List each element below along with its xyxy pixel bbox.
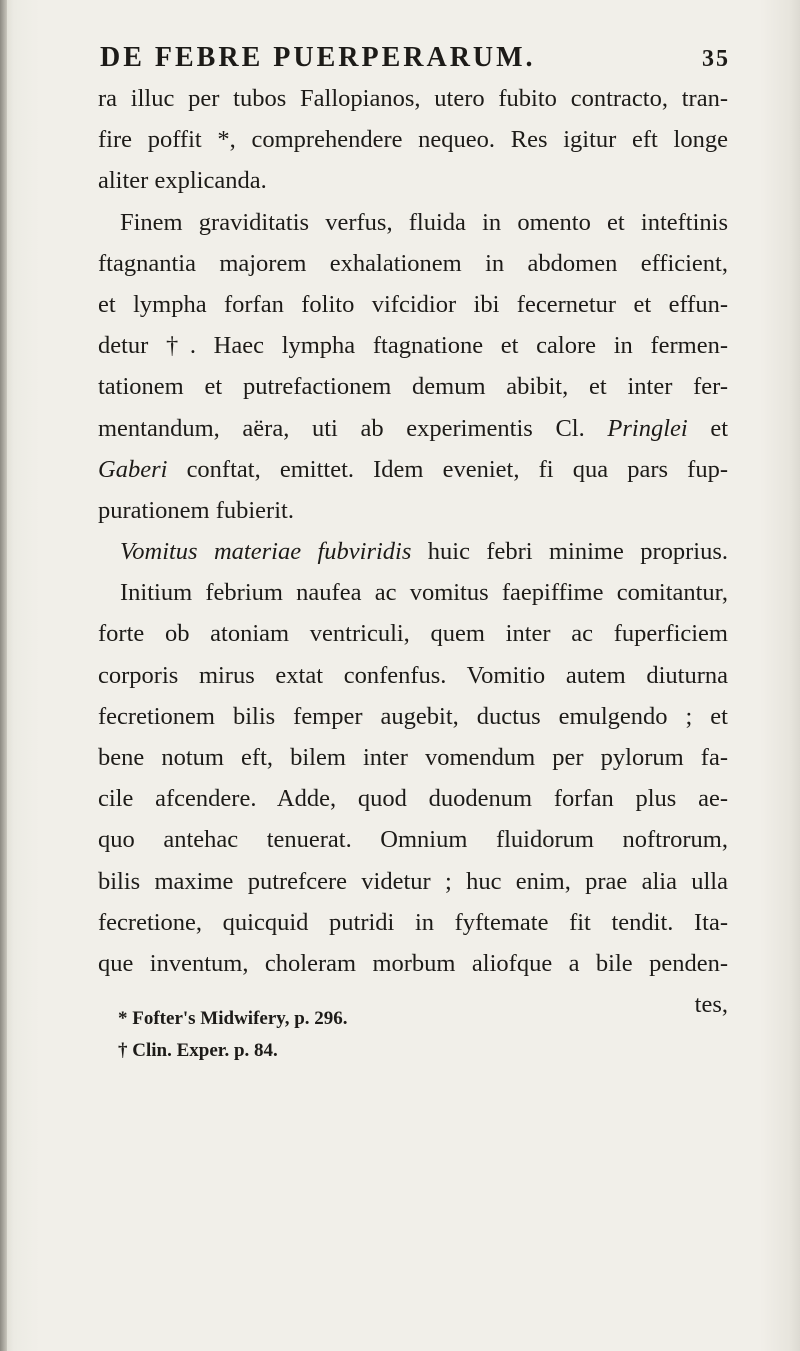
text-line: detur †. Haec lympha ftagnatione et calore in fermen- — [98, 332, 728, 360]
text-line: Initium febrium naufea ac vomitus faepiffime comitantur, — [120, 579, 728, 607]
italic-name-pringlei: Pringlei — [607, 414, 688, 442]
text-line: ftagnantia majorem exhalationem in abdomen efficient, — [98, 249, 728, 277]
text-line-composite — [98, 531, 728, 572]
text-line-composite — [98, 408, 728, 449]
text-line: tationem et putrefactionem demum abibit, et inter fer- — [98, 373, 728, 401]
text-line: fecretione, quicquid putridi in fyftemate fit tendit. Ita- — [98, 908, 728, 936]
footnote-1: * Fofter's Midwifery, p. 296. — [118, 1008, 348, 1029]
text-segment: mentandum, aëra, uti ab experimentis Cl. — [98, 414, 585, 442]
text-line: aliter explicanda. — [98, 167, 267, 195]
footnote-2: † Clin. Exper. p. 84. — [118, 1040, 278, 1061]
text-line: fire poffit *, comprehendere nequeo. Res igitur eft longe — [98, 126, 728, 154]
text-line: corporis mirus extat confenfus. Vomitio autem diuturna — [98, 661, 728, 689]
footnotes — [118, 1003, 678, 1067]
body-text — [98, 78, 728, 1025]
text-segment: huic febri minime proprius. — [427, 538, 728, 566]
italic-heading-vomitus: Vomitus materiae fubviridis — [120, 538, 412, 566]
text-line: bene notum eft, bilem inter vomendum per pylorum fa- — [98, 744, 728, 771]
text-segment: conftat, emittet. Idem eveniet, fi qua pars fup- — [186, 455, 728, 483]
text-line: quo antehac tenuerat. Omnium fluidorum noftrorum, — [98, 826, 728, 854]
text-line: fecretionem bilis femper augebit, ductus emulgendo ; et — [98, 702, 728, 730]
text-segment-et: et — [710, 414, 729, 442]
text-line: ra illuc per tubos Fallopianos, utero fubito contracto, tran- — [98, 85, 728, 112]
page-number: 35 — [702, 46, 730, 72]
text-line: bilis maxime putrefcere videtur ; huc enim, prae alia ulla — [98, 867, 728, 895]
italic-name-gaberi: Gaberi — [98, 455, 168, 483]
text-line: Finem graviditatis verfus, fluida in omento et inteftinis — [120, 208, 728, 236]
text-line: cile afcendere. Adde, quod duodenum forfan plus ae- — [98, 785, 728, 813]
text-line: forte ob atoniam ventriculi, quem inter ac fuperficiem — [98, 620, 728, 648]
text-line: et lympha forfan folito vifcidior ibi fecernetur et effun- — [98, 290, 728, 318]
running-title: DE FEBRE PUERPERARUM. — [100, 42, 536, 73]
running-header — [100, 42, 730, 74]
page-binding-edge — [0, 0, 7, 1351]
catchword: tes, — [694, 991, 728, 1019]
text-line-composite — [98, 449, 728, 490]
text-line: purationem fubierit. — [98, 496, 294, 524]
text-line: que inventum, choleram morbum aliofque a bile penden- — [98, 949, 728, 977]
